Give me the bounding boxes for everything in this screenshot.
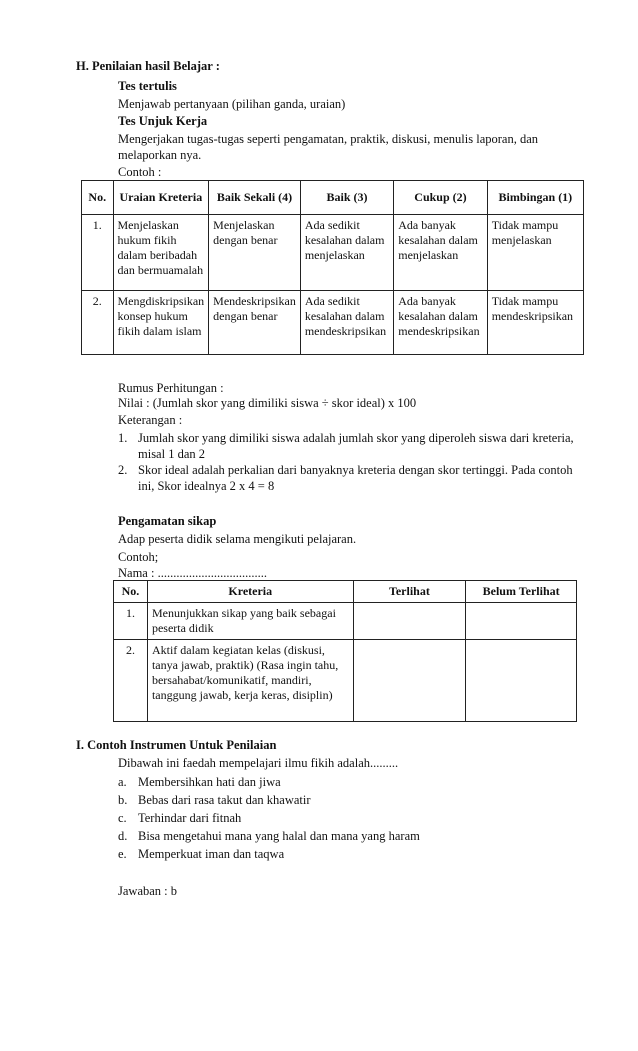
option-text: Bisa mengetahui mana yang halal dan mana yang haram <box>138 829 420 843</box>
header-belum-terlihat: Belum Terlihat <box>466 581 577 603</box>
keterangan-item-line1: Jumlah skor yang dimiliki siswa adalah jumlah skor yang diperoleh siswa dari kreteria, <box>138 431 574 445</box>
cell-no: 2. <box>114 640 148 722</box>
pengamatan-sikap-heading: Pengamatan sikap <box>118 514 217 528</box>
assessment-rubric-table <box>81 180 584 355</box>
header-baik: Baik (3) <box>300 181 393 215</box>
header-kreteria: Kreteria <box>147 581 353 603</box>
answer-option-c <box>118 810 538 826</box>
cell-bimbingan: Tidak mampu menjelaskan <box>487 215 583 291</box>
answer-option-e <box>118 846 538 862</box>
unjuk-kerja-description-line1: Mengerjakan tugas-tugas seperti pengamatan, praktik, diskusi, menulis laporan, dan <box>118 132 539 146</box>
question-text: Dibawah ini faedah mempelajari ilmu fikih adalah......... <box>118 756 399 770</box>
cell-terlihat <box>353 603 466 640</box>
header-no: No. <box>82 181 114 215</box>
option-text: Terhindar dari fitnah <box>138 811 242 825</box>
answer-option-b <box>118 792 538 808</box>
keterangan-item-line2: misal 1 dan 2 <box>138 447 206 461</box>
section-i-heading: I. Contoh Instrumen Untuk Penilaian <box>76 738 277 752</box>
nama-field-label: Nama : ................................... <box>118 566 267 580</box>
table-row <box>82 215 584 291</box>
answer-option-a <box>118 774 538 790</box>
tes-unjuk-kerja-heading: Tes Unjuk Kerja <box>118 114 208 128</box>
keterangan-item-2 <box>118 462 578 496</box>
cell-terlihat <box>353 640 466 722</box>
option-marker: a. <box>118 775 127 789</box>
tes-tertulis-heading: Tes tertulis <box>118 79 177 93</box>
answer-key: Jawaban : b <box>118 884 178 898</box>
cell-baik-sekali: Mendeskripsikan dengan benar <box>209 291 301 355</box>
cell-baik-sekali: Menjelaskan dengan benar <box>209 215 301 291</box>
section-h-heading: H. Penilaian hasil Belajar : <box>76 59 220 73</box>
tes-tertulis-description: Menjawab pertanyaan (pilihan ganda, uraian) <box>118 97 346 111</box>
table-row <box>82 291 584 355</box>
attitude-observation-table <box>113 580 577 722</box>
option-marker: c. <box>118 811 127 825</box>
unjuk-kerja-description-line2: melaporkan nya. <box>118 148 202 162</box>
header-no: No. <box>114 581 148 603</box>
table-header-row <box>82 181 584 215</box>
header-terlihat: Terlihat <box>353 581 466 603</box>
header-baik-sekali: Baik Sekali (4) <box>209 181 301 215</box>
cell-belum-terlihat <box>466 640 577 722</box>
contoh-label: Contoh : <box>118 165 162 179</box>
table-header-row <box>114 581 577 603</box>
cell-belum-terlihat <box>466 603 577 640</box>
keterangan-item-marker: 1. <box>118 431 128 445</box>
sikap-description: Adap peserta didik selama mengikuti pelajaran. <box>118 532 357 546</box>
option-text: Memperkuat iman dan taqwa <box>138 847 285 861</box>
sikap-contoh-label: Contoh; <box>118 550 159 564</box>
header-bimbingan: Bimbingan (1) <box>487 181 583 215</box>
cell-cukup: Ada banyak kesalahan dalam mendeskripsikan <box>394 291 487 355</box>
rumus-nilai: Nilai : (Jumlah skor yang dimiliki siswa ÷ skor ideal) x 100 <box>118 396 417 410</box>
cell-no: 2. <box>82 291 114 355</box>
header-cukup: Cukup (2) <box>394 181 487 215</box>
cell-kreteria: Menunjukkan sikap yang baik sebagai peserta didik <box>147 603 353 640</box>
option-marker: e. <box>118 847 127 861</box>
cell-baik: Ada sedikit kesalahan dalam mendeskripsikan <box>300 291 393 355</box>
cell-no: 1. <box>82 215 114 291</box>
cell-bimbingan: Tidak mampu mendeskripsikan <box>487 291 583 355</box>
keterangan-item-line1: Skor ideal adalah perkalian dari banyaknya kreteria dengan skor tertinggi. Pada contoh <box>138 463 573 477</box>
cell-baik: Ada sedikit kesalahan dalam menjelaskan <box>300 215 393 291</box>
cell-uraian: Menjelaskan hukum fikih dalam beribadah dan bermuamalah <box>113 215 209 291</box>
cell-uraian: Mengdiskripsikan konsep hukum fikih dalam islam <box>113 291 209 355</box>
keterangan-item-1 <box>118 430 578 464</box>
keterangan-label: Keterangan : <box>118 413 183 427</box>
answer-option-d <box>118 828 538 844</box>
cell-kreteria: Aktif dalam kegiatan kelas (diskusi, tanya jawab, praktik) (Rasa ingin tahu, bersahabat/komunikatif, mandiri, tanggung jawab, kerja keras, disiplin) <box>147 640 353 722</box>
table-row <box>114 640 577 722</box>
option-marker: b. <box>118 793 128 807</box>
cell-cukup: Ada banyak kesalahan dalam menjelaskan <box>394 215 487 291</box>
keterangan-item-line2: ini, Skor idealnya 2 x 4 = 8 <box>138 479 275 493</box>
rumus-title: Rumus Perhitungan : <box>118 381 224 395</box>
cell-no: 1. <box>114 603 148 640</box>
table-row <box>114 603 577 640</box>
header-uraian-kreteria: Uraian Kreteria <box>113 181 209 215</box>
option-marker: d. <box>118 829 128 843</box>
option-text: Membersihkan hati dan jiwa <box>138 775 281 789</box>
option-text: Bebas dari rasa takut dan khawatir <box>138 793 311 807</box>
keterangan-item-marker: 2. <box>118 463 128 477</box>
